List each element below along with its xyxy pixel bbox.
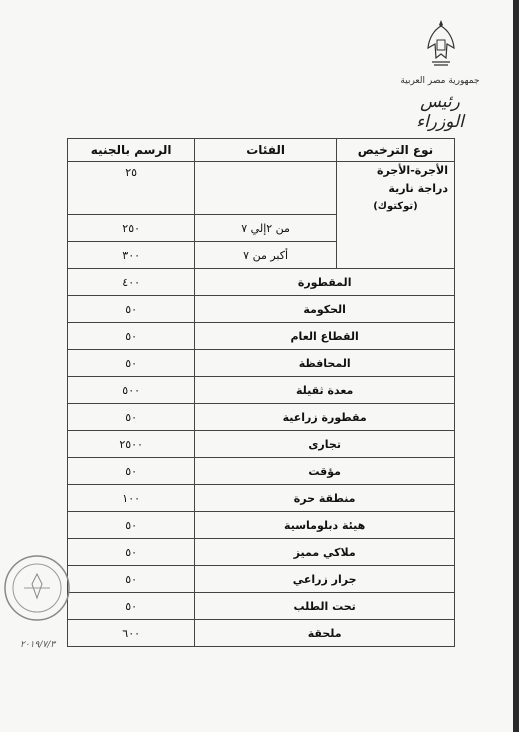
row-type: تحت الطلب xyxy=(195,593,455,620)
eagle-emblem-icon xyxy=(426,18,456,70)
type-sublabel: (توكتوك) xyxy=(373,201,418,212)
office-title: رئيس الوزراء xyxy=(416,92,464,132)
row-fee: ٥٠ xyxy=(68,593,195,620)
table-row xyxy=(68,620,455,647)
row-fee: ٤٠٠ xyxy=(68,269,195,296)
scan-edge xyxy=(513,0,519,732)
row-type: تجارى xyxy=(195,431,455,458)
row-fee: ٥٠ xyxy=(68,512,195,539)
row-fee: ٥٠٠ xyxy=(68,377,195,404)
row-fee: ٥٠ xyxy=(68,539,195,566)
table-row xyxy=(68,431,455,458)
row-type: مؤقت xyxy=(195,458,455,485)
row-fee: ٥٠ xyxy=(68,458,195,485)
handwritten-date: ٢٠١٩/٧/٣ xyxy=(20,640,56,650)
letterhead xyxy=(400,10,480,132)
row-fee: ٣٠٠ xyxy=(68,242,195,269)
row-type: معدة ثقيلة xyxy=(195,377,455,404)
column-header-categories: الفئات xyxy=(195,139,337,162)
table-row xyxy=(68,323,455,350)
type-label: الأجرة-الأجرة دراجة نارية xyxy=(376,164,448,195)
row-fee: ٢٥ xyxy=(68,162,195,215)
table-row xyxy=(68,404,455,431)
row-type: جرار زراعي xyxy=(195,566,455,593)
table-row xyxy=(68,350,455,377)
row-type: ملاكي مميز xyxy=(195,539,455,566)
table-row xyxy=(68,296,455,323)
official-stamp-icon xyxy=(2,548,72,636)
row-fee: ٦٠٠ xyxy=(68,620,195,647)
row-category: من ٢إلي ٧ xyxy=(195,215,337,242)
row-type: مقطورة زراعية xyxy=(195,404,455,431)
column-header-fee: الرسم بالجنيه xyxy=(68,139,195,162)
table-row xyxy=(68,593,455,620)
row-fee: ٢٥٠٠ xyxy=(68,431,195,458)
country-name: جمهورية مصر العربية xyxy=(400,76,480,86)
row-type: ملحقة xyxy=(195,620,455,647)
row-category-empty xyxy=(195,162,337,215)
row-fee: ٥٠ xyxy=(68,323,195,350)
row-fee: ٥٠ xyxy=(68,566,195,593)
row-fee: ٢٥٠ xyxy=(68,215,195,242)
table-header-row xyxy=(68,139,455,162)
row-fee: ٥٠ xyxy=(68,296,195,323)
row-type: هيئة دبلوماسية xyxy=(195,512,455,539)
table-row xyxy=(68,485,455,512)
table-row xyxy=(68,377,455,404)
row-fee: ٥٠ xyxy=(68,350,195,377)
row-type: الحكومة xyxy=(195,296,455,323)
row-type: المحافظة xyxy=(195,350,455,377)
table-row xyxy=(68,512,455,539)
row-type: المقطورة xyxy=(195,269,455,296)
row-type-taxi-motorcycle xyxy=(336,162,454,269)
table-row xyxy=(68,458,455,485)
table-row xyxy=(68,539,455,566)
row-fee: ١٠٠ xyxy=(68,485,195,512)
column-header-type: نوع الترخيص xyxy=(336,139,454,162)
table-row xyxy=(68,269,455,296)
row-fee: ٥٠ xyxy=(68,404,195,431)
row-type: منطقة حرة xyxy=(195,485,455,512)
license-fees-table xyxy=(67,138,455,647)
table-row xyxy=(68,162,455,215)
row-category: أكبر من ٧ xyxy=(195,242,337,269)
row-type: القطاع العام xyxy=(195,323,455,350)
table-row xyxy=(68,566,455,593)
